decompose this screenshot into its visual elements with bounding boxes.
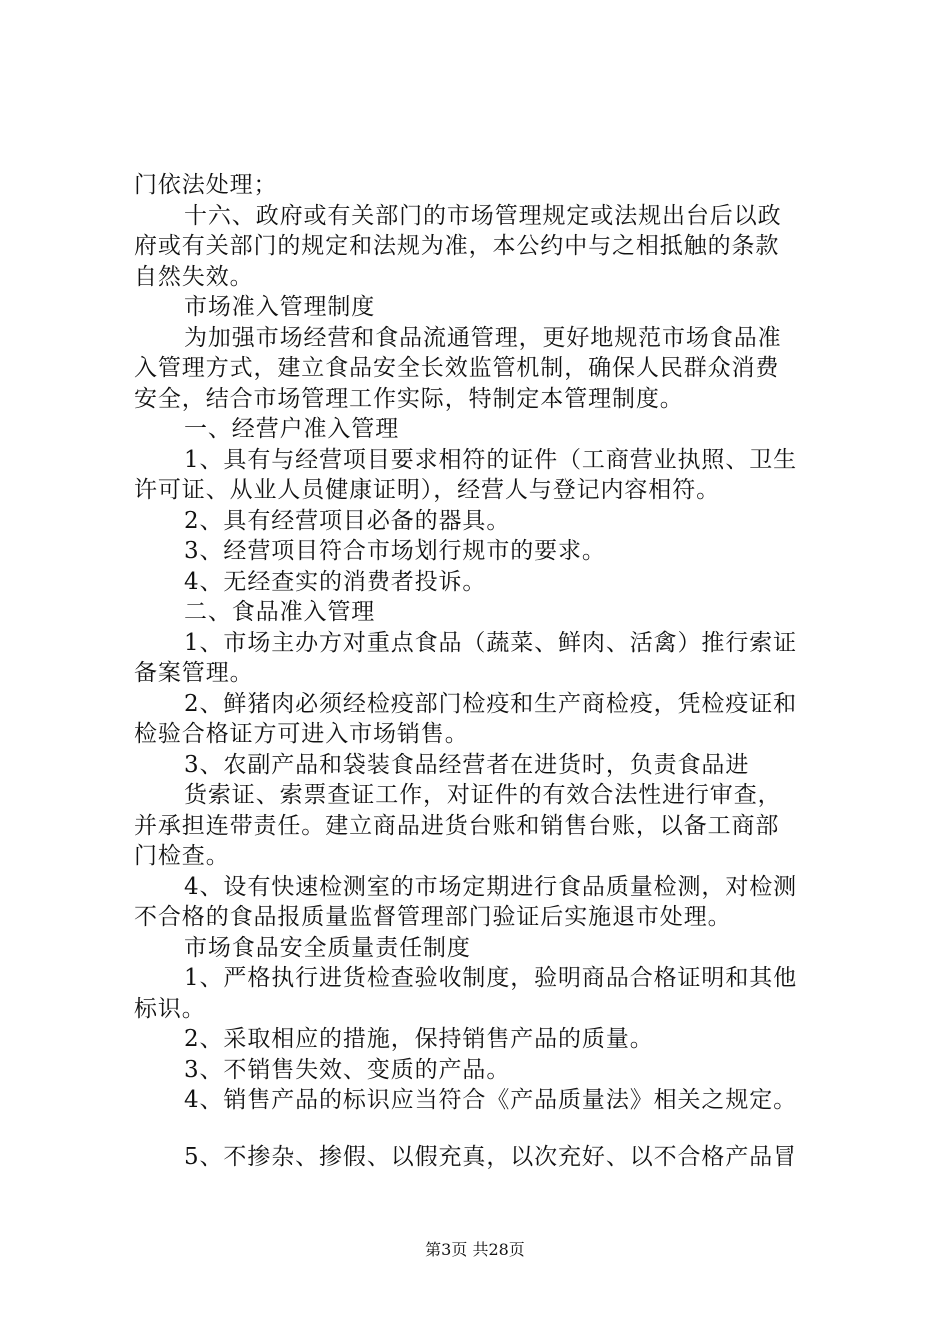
text-line: 十六、政府或有关部门的市场管理规定或法规出台后以政: [184, 202, 782, 229]
text-line: 为加强市场经营和食品流通管理，更好地规范市场食品准: [184, 324, 782, 351]
text-line: 3、不销售失效、变质的产品。: [184, 1056, 511, 1083]
text-line: 不合格的食品报质量监督管理部门验证后实施退市处理。: [134, 904, 732, 930]
text-line: 自然失效。: [134, 263, 254, 290]
text-line: 门依法处理；: [134, 172, 278, 198]
text-line: 府或有关部门的规定和法规为准，本公约中与之相抵触的条款: [134, 233, 780, 259]
text-line: 许可证、从业人员健康证明），经营人与登记内容相符。: [134, 477, 720, 503]
text-line: 4、无经查实的消费者投诉。: [184, 568, 487, 595]
text-line: 安全，结合市场管理工作实际，特制定本管理制度。: [134, 385, 684, 412]
page-footer: 第3页 共28页: [425, 1240, 525, 1259]
text-line: 门检查。: [134, 843, 230, 869]
section-heading: 市场食品安全质量责任制度: [184, 934, 471, 961]
text-line: 4、销售产品的标识应当符合《产品质量法》相关之规定。: [184, 1087, 798, 1113]
text-line: 货索证、索票查证工作，对证件的有效合法性进行审查，: [184, 782, 782, 808]
text-line: 标识。: [134, 995, 206, 1022]
section-heading: 市场准入管理制度: [184, 294, 376, 320]
text-line: 2、具有经营项目必备的器具。: [184, 507, 511, 534]
text-line: 检验合格证方可进入市场销售。: [134, 721, 469, 747]
subsection-heading: 二、食品准入管理: [184, 599, 376, 625]
text-line: 2、采取相应的措施，保持销售产品的质量。: [184, 1026, 654, 1052]
text-line: 3、经营项目符合市场划行规市的要求。: [184, 538, 606, 564]
text-line: 5、不掺杂、掺假、以假充真，以次充好、以不合格产品冒: [184, 1143, 798, 1170]
text-line: 3、农副产品和袋装食品经营者在进货时，负责食品进: [184, 751, 750, 778]
text-line: 入管理方式，建立食品安全长效监管机制，确保人民群众消费: [134, 355, 780, 381]
text-line: 1、严格执行进货检查验收制度，验明商品合格证明和其他: [184, 965, 798, 991]
text-line: 4、设有快速检测室的市场定期进行食品质量检测，对检测: [184, 873, 798, 900]
text-line: 1、市场主办方对重点食品（蔬菜、鲜肉、活禽）推行索证: [184, 629, 798, 656]
text-line: 备案管理。: [134, 660, 254, 686]
text-line: 并承担连带责任。建立商品进货台账和销售台账，以备工商部: [134, 812, 780, 839]
document-body: [134, 170, 834, 1172]
subsection-heading: 一、经营户准入管理: [184, 416, 400, 442]
text-line: 1、具有与经营项目要求相符的证件（工商营业执照、卫生: [184, 446, 798, 473]
text-line: 2、鲜猪肉必须经检疫部门检疫和生产商检疫，凭检疫证和: [184, 690, 798, 717]
